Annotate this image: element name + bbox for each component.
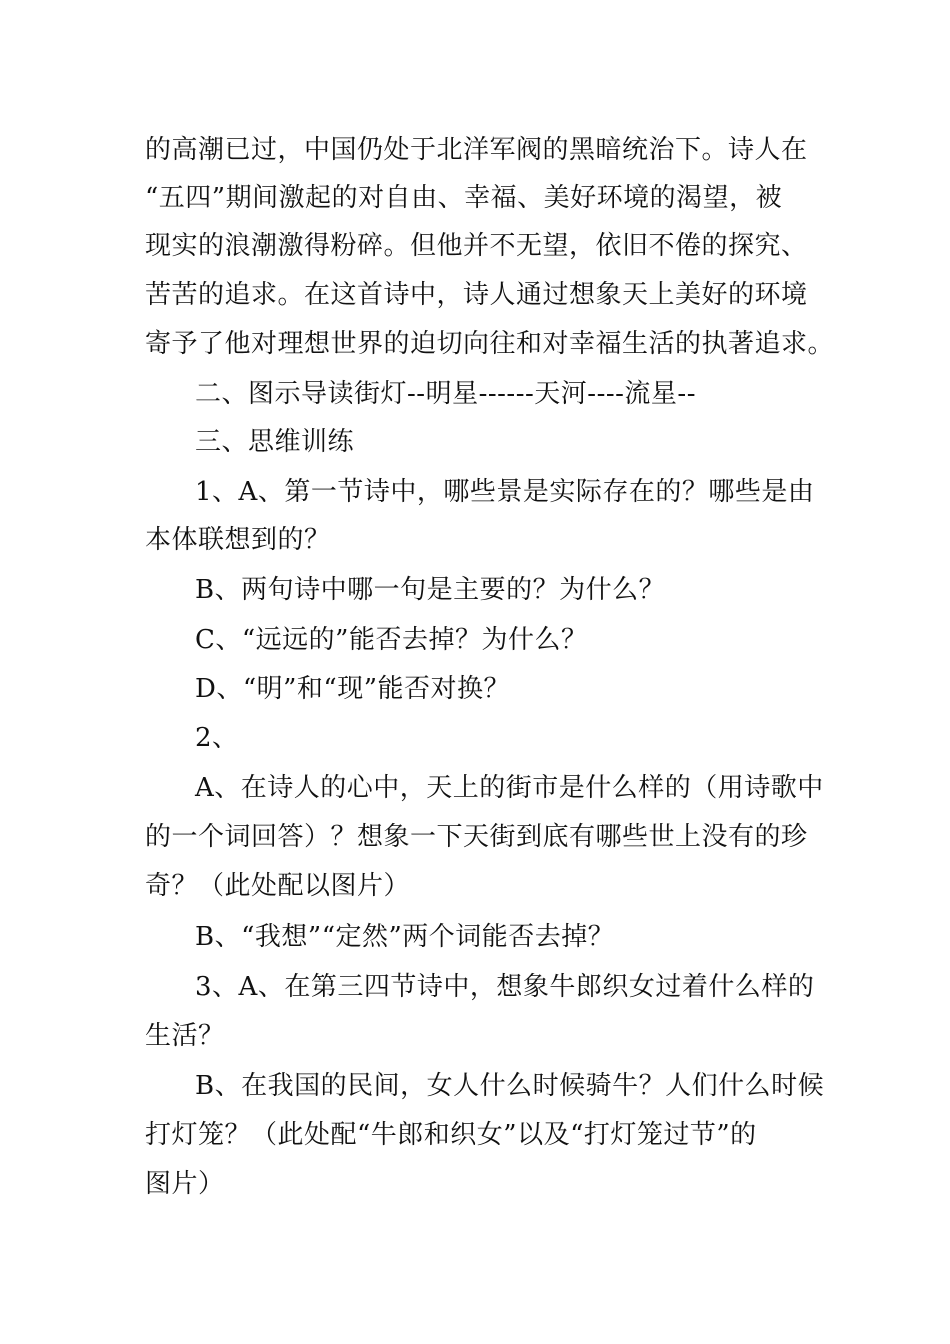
paragraph-line: 现实的浪潮激得粉碎。但他并不无望，依旧不倦的探究、 [145,231,808,261]
paragraph-line: “五四”期间激起的对自由、幸福、美好环境的渴望，被 [145,183,783,213]
question-line: 生活？ [145,1021,225,1051]
question-line: D、“明”和“现”能否对换？ [195,674,511,704]
question-line: C、“远远的”能否去掉？为什么？ [195,625,588,655]
question-line: A、在诗人的心中，天上的街市是什么样的（用诗歌中 [195,773,824,803]
question-line: 图片） [145,1169,225,1199]
question-line: 1、A、第一节诗中，哪些景是实际存在的？哪些是由 [195,477,815,507]
section-heading-diagram: 二、图示导读街灯--明星------天河----流星-- [195,379,696,409]
question-number: 2、 [195,723,239,753]
paragraph-line: 寄予了他对理想世界的迫切向往和对幸福生活的执著追求。 [145,329,835,359]
question-line: B、在我国的民间，女人什么时候骑牛？人们什么时候 [195,1071,825,1101]
paragraph-line: 的高潮已过，中国仍处于北洋军阀的黑暗统治下。诗人在 [145,135,808,165]
question-line: 3、A、在第三四节诗中，想象牛郎织女过着什么样的 [195,972,815,1002]
paragraph-line: 苦苦的追求。在这首诗中，诗人通过想象天上美好的环境 [145,280,808,310]
question-line: 的一个词回答）？想象一下天街到底有哪些世上没有的珍 [145,822,808,852]
section-heading-thinking: 三、思维训练 [195,427,355,457]
question-line: B、“我想”“定然”两个词能否去掉？ [195,922,615,952]
question-line: 本体联想到的？ [145,525,331,555]
question-line: 打灯笼？（此处配“牛郎和织女”以及“打灯笼过节”的 [145,1120,757,1150]
question-line: 奇？（此处配以图片） [145,871,411,901]
question-line: B、两句诗中哪一句是主要的？为什么？ [195,575,666,605]
